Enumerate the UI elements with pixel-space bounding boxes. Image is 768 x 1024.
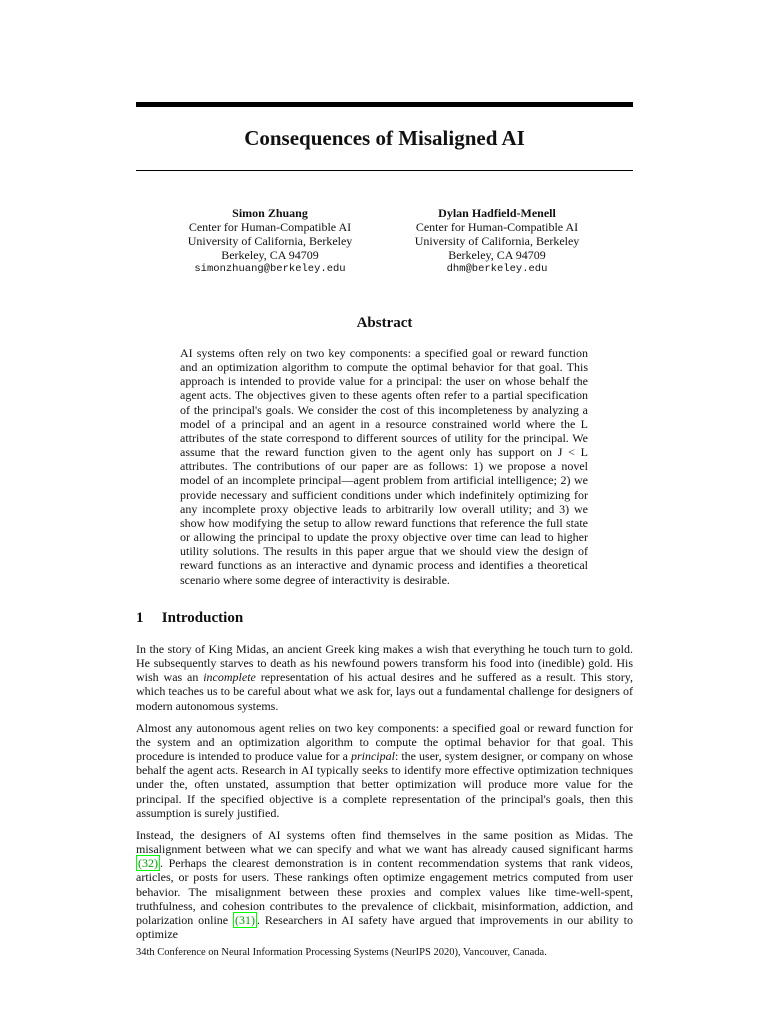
author-block [377,206,617,276]
section-number: 1 [136,610,144,626]
author-affiliation: Center for Human-Compatible AI [415,220,579,234]
text-run: representation of his actual desires and he suffered as a result. This story, which teaches us to be careful about what we ask for, lays out a fundamental challenge for designers of modern autonomous systems. [136,670,633,713]
author-institution: University of California, Berkeley [414,234,580,248]
top-rule [136,102,633,107]
paragraph [136,642,633,713]
text-run: . Perhaps the clearest demonstration is in content recommendation systems that rank videos, articles, or posts for users. These rankings often optimize engagement metrics computed from user behavior. The misalignment between these proxies and complex values like time-well-spent, truthfulness, and cohesion contributes to the prevalence of clickbait, misinformation, addiction, and polarization online [136,856,633,927]
conference-footnote: 34th Conference on Neural Information Processing Systems (NeurIPS 2020), Vancouver, Canada. [136,947,547,958]
title-rule [136,170,633,171]
abstract-heading: Abstract [356,315,413,331]
author-affiliation: Center for Human-Compatible AI [188,220,352,234]
author-email[interactable]: simonzhuang@berkeley.edu [194,263,346,275]
author-location: Berkeley, CA 94709 [448,248,546,262]
section-heading [136,608,243,628]
author-name: Simon Zhuang [232,206,308,220]
body-text [136,642,633,949]
emphasis: incomplete [203,670,256,685]
emphasis: principal [350,749,395,764]
text-run: . Researchers in AI safety have argued that improvements in our ability to optimize [136,912,634,941]
paragraph [136,721,633,820]
paragraph [136,828,633,941]
section-title: Introduction [161,610,244,626]
text-run: Almost any autonomous agent relies on two key components: a specified goal or reward function for the system and an optimization algorithm to compute the optimal behavior for that goal. This procedure is intended to produce value for a [136,720,633,764]
citation-link[interactable]: (31) [234,912,255,927]
text-run: : the user, system designer, or company on whose behalf the agent acts. Research in AI typically seeks to identify more effective optimization techniques under the, often unstated, assumption that better optimization will produce more value for the principal. If the specified objective is a complete representation of the principal's goals, then this assumption is surely justified. [136,749,633,820]
paper-title: Consequences of Misaligned AI [244,126,525,150]
author-email[interactable]: dhm@berkeley.edu [446,263,548,275]
author-name: Dylan Hadfield-Menell [438,206,556,220]
abstract-text: AI systems often rely on two key components: a specified goal or reward function and an optimization algorithm to compute the optimal behavior for that goal. This approach is intended to provide value for a principal: the user on whose behalf the agent acts. The objectives given to these agents often refer to a partial specification of the principal's goals. We consider the cost of this incompleteness by analyzing a model of a principal and an agent in a resource constrained world where the L attributes of the state correspond to different sources of utility for the principal. We assume that the reward function given to the agent only has support on J < L attributes. The contributions of our paper are as follows: 1) we propose a novel model of an incomplete principal—agent problem from artificial intelligence; 2) we provide necessary and sufficient conditions under which indefinitely optimizing for any incomplete proxy objective leads to arbitrarily low overall utility; and 3) we show how modifying the setup to allow reward functions that reference the full state or allowing the principal to update the proxy objective over time can lead to higher utility solutions. The results in this paper argue that we should view the design of reward functions as an interactive and dynamic process and identifies a theoretical scenario where some degree of interactivity is desirable. [180,346,588,587]
author-location: Berkeley, CA 94709 [221,248,319,262]
author-institution: University of California, Berkeley [187,234,353,248]
text-run: Instead, the designers of AI systems often find themselves in the same position as Midas. The misalignment between what we can specify and what we want has already caused significant harms [136,827,633,857]
text-run: In the story of King Midas, an ancient Greek king makes a wish that everything he touch turn to gold. He subsequently starves to death as his newfound powers transform his food into (inedible) gold. His wish was an [136,642,633,685]
citation-link[interactable]: (32) [138,856,158,871]
author-block [150,206,390,276]
